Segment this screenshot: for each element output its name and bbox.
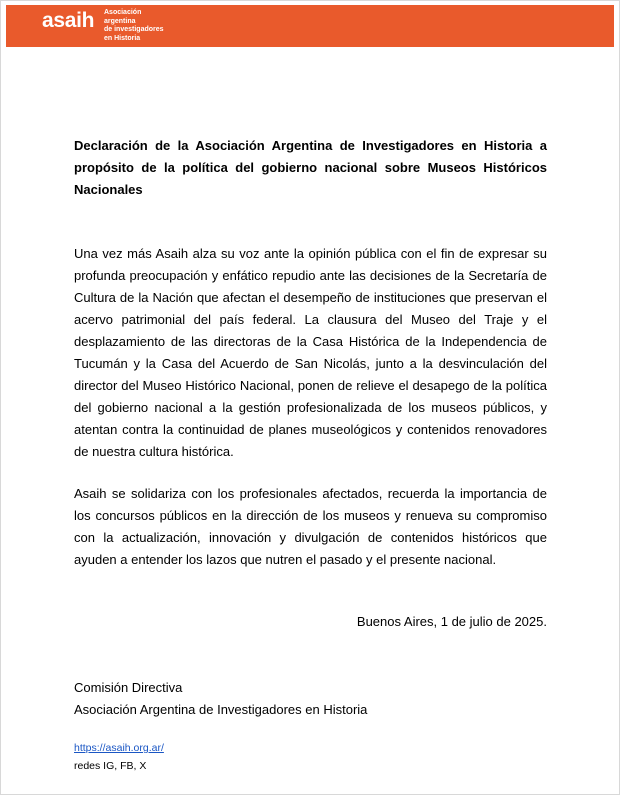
logo-wordmark: asaih [42, 9, 95, 32]
body-paragraph-2: Asaih se solidariza con los profesionales afectados, recuerda la importancia de los concursos públicos en la dirección de los museos y renueva su compromiso con la actualización, innovación y divulgación de contenidos históricos que ayuden a entender los lazos que nutren el pasado y el presente nacional. [74, 486, 547, 567]
logo-subtitle-line: de investigadores [104, 26, 164, 33]
social-networks: redes IG, FB, X [74, 760, 147, 772]
signature-line-2: Asociación Argentina de Investigadores en Historia [74, 702, 368, 717]
header-banner [6, 5, 614, 47]
logo-subtitle-line: Asociación [104, 9, 142, 16]
website-link[interactable]: https://asaih.org.ar/ [74, 742, 164, 754]
logo-subtitle [104, 9, 164, 43]
logo-subtitle-line: argentina [104, 17, 136, 25]
signature-line-1: Comisión Directiva [74, 680, 183, 695]
logo-subtitle-line: en Historia [104, 34, 141, 42]
signature-block [74, 677, 367, 721]
document-title: Declaración de la Asociación Argentina de Investigadores en Historia a propósito de la política del gobierno nacional sobre Museos Históricos Nacionales [74, 138, 547, 197]
place-and-date: Buenos Aires, 1 de julio de 2025. [356, 614, 547, 629]
body-paragraph-1: Una vez más Asaih alza su voz ante la opinión pública con el fin de expresar su profunda preocupación y enfático repudio ante las decisiones de la Secretaría de Cultura de la Nación que afectan el desempeño de instituciones que preservan el acervo patrimonial del país federal. La clausura del Museo del Traje y el desplazamiento de las directoras de la Casa Histórica de la Independencia de Tucumán y la Casa del Acuerdo de San Nicolás, junto a la desvinculación del director del Museo Histórico Nacional, ponen de relieve el desapego de la política del gobierno nacional a la gestión profesionalizada de los museos públicos, y atentan contra la continuidad de planes museológicos y contenidos renovadores de nuestra cultura histórica. [74, 246, 547, 459]
